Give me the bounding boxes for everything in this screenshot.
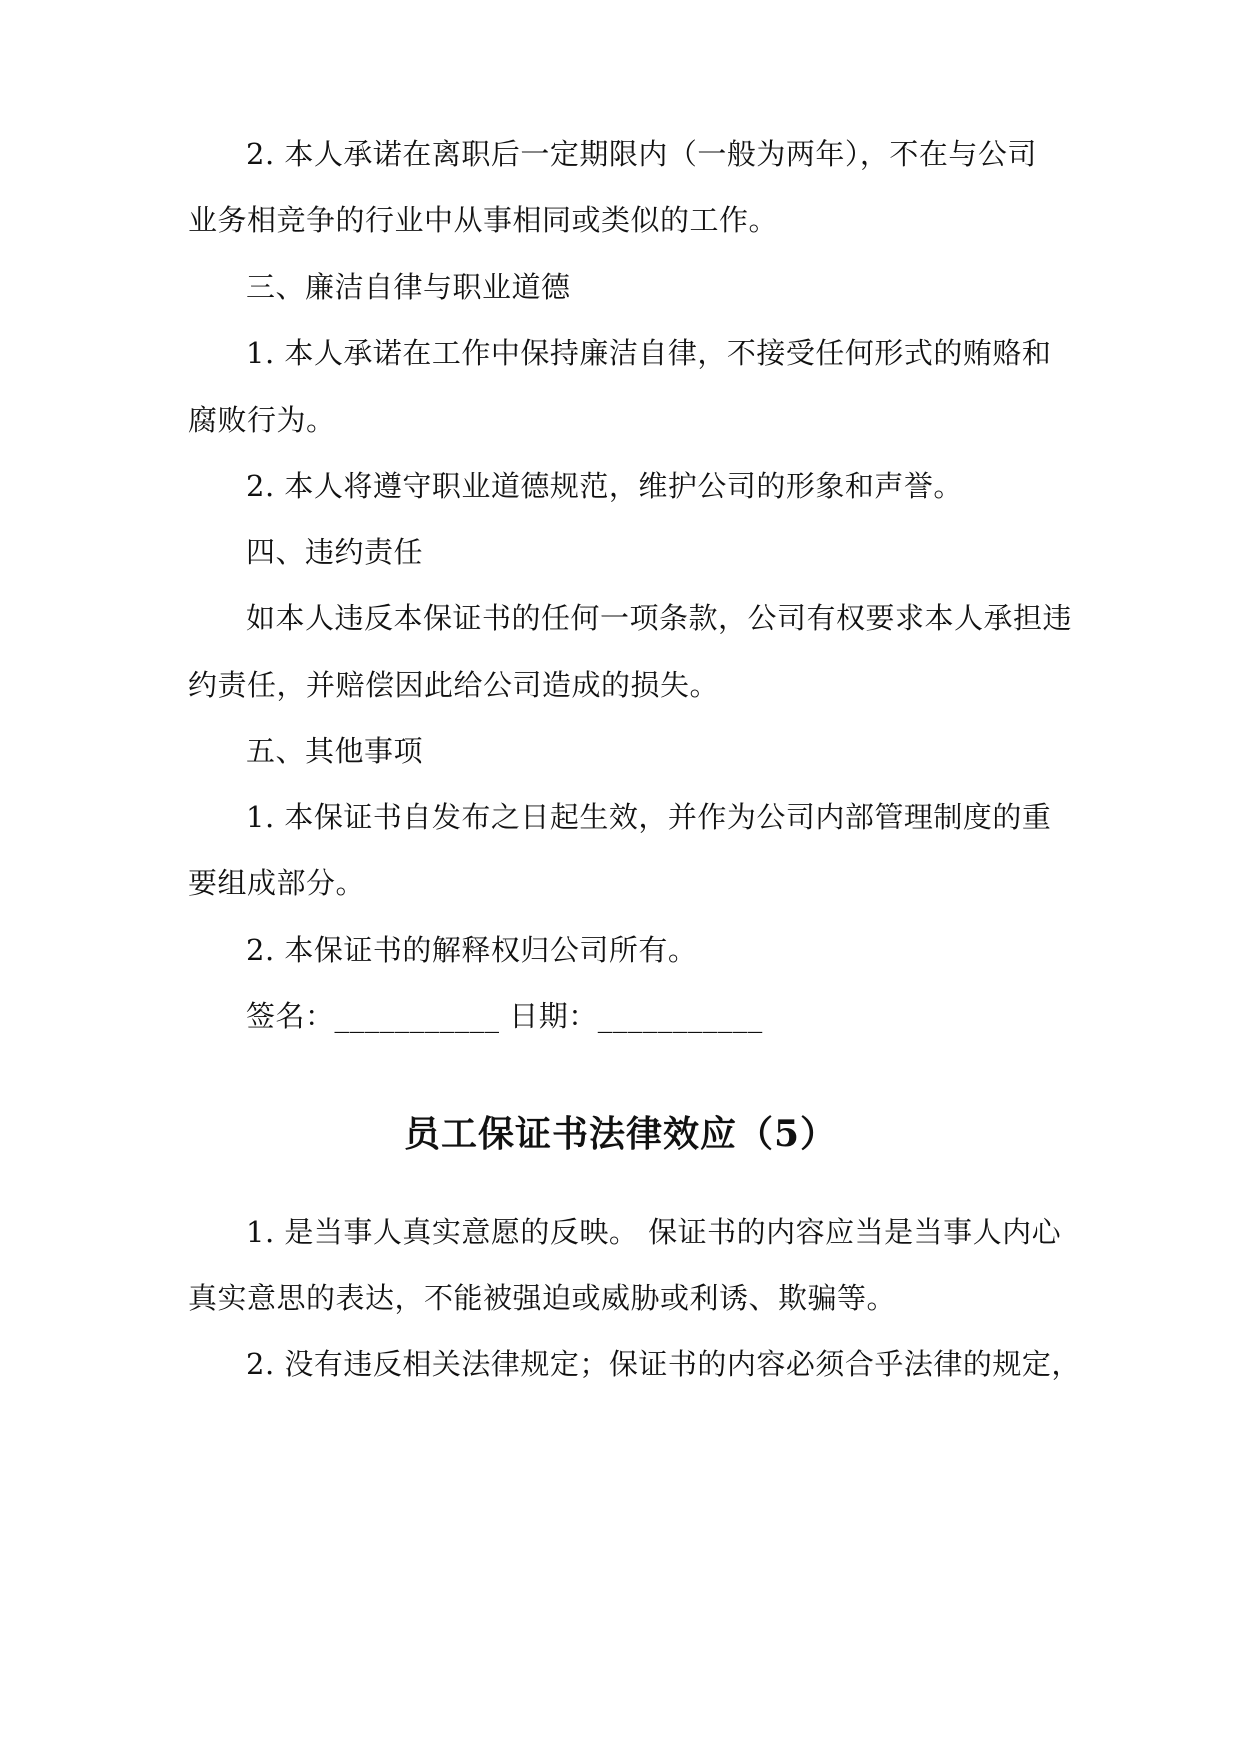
paragraph-line: 要组成部分。 bbox=[188, 866, 366, 900]
paragraph-line: 2. 本人将遵守职业道德规范，维护公司的形象和声誉。 bbox=[246, 469, 963, 503]
paragraph-line: 业务相竞争的行业中从事相同或类似的工作。 bbox=[188, 203, 779, 237]
paragraph-line: 1. 本人承诺在工作中保持廉洁自律，不接受任何形式的贿赂和 bbox=[246, 336, 1052, 370]
section-heading: 三、廉洁自律与职业道德 bbox=[246, 270, 571, 304]
paragraph-line: 腐败行为。 bbox=[188, 403, 336, 437]
paragraph-line: 真实意思的表达，不能被强迫或威胁或利诱、欺骗等。 bbox=[188, 1281, 897, 1315]
section-title: 员工保证书法律效应（5） bbox=[403, 1113, 838, 1155]
paragraph-line: 2. 本保证书的解释权归公司所有。 bbox=[246, 933, 698, 967]
signature-date-line: 签名：___________ 日期：___________ bbox=[246, 999, 763, 1033]
paragraph-line: 约责任，并赔偿因此给公司造成的损失。 bbox=[188, 668, 720, 702]
paragraph-line: 1. 本保证书自发布之日起生效，并作为公司内部管理制度的重 bbox=[246, 800, 1052, 834]
paragraph-line: 如本人违反本保证书的任何一项条款，公司有权要求本人承担违 bbox=[246, 601, 1073, 635]
paragraph-line: 1. 是当事人真实意愿的反映。 保证书的内容应当是当事人内心 bbox=[246, 1215, 1062, 1249]
section-heading: 四、违约责任 bbox=[246, 535, 424, 569]
section-heading: 五、其他事项 bbox=[246, 734, 424, 768]
paragraph-line: 2. 本人承诺在离职后一定期限内（一般为两年），不在与公司 bbox=[246, 137, 1037, 171]
paragraph-line: 2. 没有违反相关法律规定；保证书的内容必须合乎法律的规定， bbox=[246, 1347, 1081, 1381]
